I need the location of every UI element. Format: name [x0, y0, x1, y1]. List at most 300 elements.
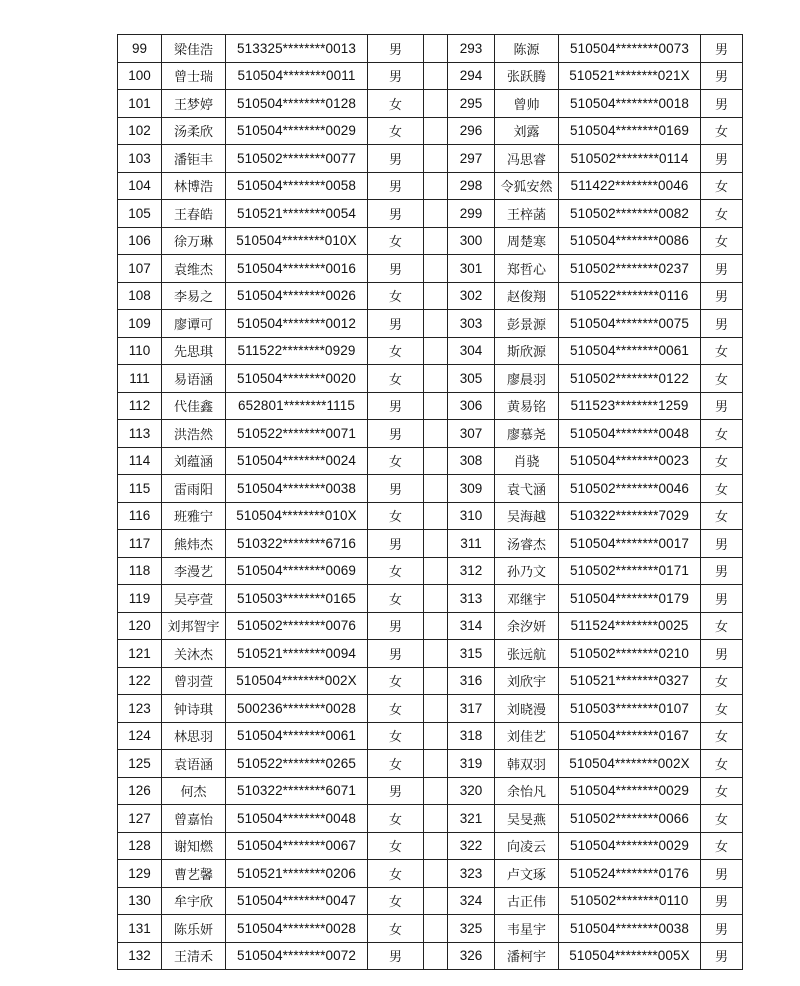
student-gender: 男 — [701, 530, 743, 558]
id-number: 510503********0107 — [559, 695, 701, 723]
id-number: 510504********0061 — [559, 337, 701, 365]
student-name: 洪浩然 — [162, 420, 226, 448]
id-number: 510502********0110 — [559, 887, 701, 915]
id-number: 511422********0046 — [559, 172, 701, 200]
student-name: 钟诗琪 — [162, 695, 226, 723]
student-number: 304 — [448, 337, 495, 365]
student-name: 曾帅 — [495, 90, 559, 118]
id-number: 510521********0327 — [559, 667, 701, 695]
table-row — [118, 530, 743, 558]
id-number: 510504********0016 — [226, 255, 368, 283]
student-number: 303 — [448, 310, 495, 338]
table-row — [118, 282, 743, 310]
student-gender: 男 — [368, 640, 424, 668]
student-name: 刘欣宇 — [495, 667, 559, 695]
student-name: 班雅宁 — [162, 502, 226, 530]
student-gender: 男 — [701, 915, 743, 943]
student-name: 林博浩 — [162, 172, 226, 200]
student-gender: 男 — [368, 310, 424, 338]
student-gender: 女 — [701, 777, 743, 805]
column-gap — [424, 447, 448, 475]
student-number: 296 — [448, 117, 495, 145]
student-number: 308 — [448, 447, 495, 475]
id-number: 510524********0176 — [559, 860, 701, 888]
column-gap — [424, 502, 448, 530]
id-number: 511522********0929 — [226, 337, 368, 365]
student-gender: 女 — [701, 612, 743, 640]
column-gap — [424, 35, 448, 63]
student-name: 王清禾 — [162, 942, 226, 970]
id-number: 510504********0075 — [559, 310, 701, 338]
student-name: 曹艺馨 — [162, 860, 226, 888]
student-number: 323 — [448, 860, 495, 888]
student-gender: 女 — [368, 887, 424, 915]
student-gender: 女 — [701, 365, 743, 393]
student-number: 305 — [448, 365, 495, 393]
student-number: 130 — [118, 887, 162, 915]
student-gender: 女 — [701, 502, 743, 530]
roster-body — [118, 35, 743, 970]
student-gender: 女 — [701, 805, 743, 833]
column-gap — [424, 640, 448, 668]
student-name: 何杰 — [162, 777, 226, 805]
student-number: 322 — [448, 832, 495, 860]
student-number: 109 — [118, 310, 162, 338]
column-gap — [424, 805, 448, 833]
student-name: 王春皓 — [162, 200, 226, 228]
student-number: 297 — [448, 145, 495, 173]
table-row — [118, 915, 743, 943]
student-gender: 男 — [701, 942, 743, 970]
student-gender: 男 — [368, 777, 424, 805]
student-gender: 女 — [368, 695, 424, 723]
student-gender: 女 — [368, 282, 424, 310]
id-number: 500236********0028 — [226, 695, 368, 723]
student-name: 郑哲心 — [495, 255, 559, 283]
student-number: 316 — [448, 667, 495, 695]
id-number: 510504********005X — [559, 942, 701, 970]
id-number: 510522********0265 — [226, 750, 368, 778]
student-name: 吴亭萱 — [162, 585, 226, 613]
student-number: 313 — [448, 585, 495, 613]
student-gender: 男 — [368, 530, 424, 558]
id-number: 510504********0029 — [226, 117, 368, 145]
id-number: 510504********0061 — [226, 722, 368, 750]
student-number: 111 — [118, 365, 162, 393]
id-number: 510504********0020 — [226, 365, 368, 393]
student-gender: 男 — [368, 612, 424, 640]
table-row — [118, 832, 743, 860]
student-gender: 女 — [368, 337, 424, 365]
student-gender: 女 — [701, 722, 743, 750]
student-number: 312 — [448, 557, 495, 585]
id-number: 510502********0122 — [559, 365, 701, 393]
student-gender: 女 — [368, 722, 424, 750]
student-name: 斯欣源 — [495, 337, 559, 365]
id-number: 510504********002X — [226, 667, 368, 695]
roster-table — [117, 34, 743, 970]
table-row — [118, 337, 743, 365]
student-number: 99 — [118, 35, 162, 63]
student-number: 300 — [448, 227, 495, 255]
student-gender: 女 — [701, 227, 743, 255]
student-name: 周楚寒 — [495, 227, 559, 255]
student-number: 124 — [118, 722, 162, 750]
id-number: 513325********0013 — [226, 35, 368, 63]
table-row — [118, 887, 743, 915]
student-number: 113 — [118, 420, 162, 448]
column-gap — [424, 420, 448, 448]
table-row — [118, 90, 743, 118]
student-name: 赵俊翔 — [495, 282, 559, 310]
student-name: 雷雨阳 — [162, 475, 226, 503]
student-gender: 女 — [368, 915, 424, 943]
student-gender: 男 — [701, 35, 743, 63]
student-number: 122 — [118, 667, 162, 695]
student-gender: 女 — [368, 832, 424, 860]
student-number: 126 — [118, 777, 162, 805]
student-gender: 男 — [701, 557, 743, 585]
student-number: 117 — [118, 530, 162, 558]
student-name: 林思羽 — [162, 722, 226, 750]
student-gender: 女 — [701, 667, 743, 695]
id-number: 510503********0165 — [226, 585, 368, 613]
id-number: 652801********1115 — [226, 392, 368, 420]
student-name: 肖骁 — [495, 447, 559, 475]
student-number: 120 — [118, 612, 162, 640]
student-name: 廖谭可 — [162, 310, 226, 338]
student-name: 吴海越 — [495, 502, 559, 530]
student-name: 陈源 — [495, 35, 559, 63]
id-number: 510502********0171 — [559, 557, 701, 585]
id-number: 510521********0206 — [226, 860, 368, 888]
table-row — [118, 640, 743, 668]
student-name: 潘钜丰 — [162, 145, 226, 173]
student-number: 123 — [118, 695, 162, 723]
student-gender: 女 — [368, 557, 424, 585]
student-gender: 女 — [701, 832, 743, 860]
column-gap — [424, 392, 448, 420]
id-number: 510504********0048 — [226, 805, 368, 833]
column-gap — [424, 62, 448, 90]
id-number: 510504********0038 — [559, 915, 701, 943]
id-number: 510504********0128 — [226, 90, 368, 118]
table-row — [118, 145, 743, 173]
student-name: 徐万琳 — [162, 227, 226, 255]
table-row — [118, 392, 743, 420]
id-number: 510504********0012 — [226, 310, 368, 338]
table-row — [118, 172, 743, 200]
student-gender: 女 — [701, 117, 743, 145]
student-number: 103 — [118, 145, 162, 173]
column-gap — [424, 585, 448, 613]
student-number: 317 — [448, 695, 495, 723]
id-number: 511524********0025 — [559, 612, 701, 640]
id-number: 510504********0179 — [559, 585, 701, 613]
id-number: 510504********0028 — [226, 915, 368, 943]
table-row — [118, 557, 743, 585]
student-name: 令狐安然 — [495, 172, 559, 200]
id-number: 510504********0167 — [559, 722, 701, 750]
student-gender: 男 — [701, 640, 743, 668]
student-number: 121 — [118, 640, 162, 668]
student-number: 295 — [448, 90, 495, 118]
student-name: 牟宇欣 — [162, 887, 226, 915]
student-gender: 男 — [701, 62, 743, 90]
student-number: 307 — [448, 420, 495, 448]
id-number: 510322********7029 — [559, 502, 701, 530]
student-number: 314 — [448, 612, 495, 640]
student-number: 298 — [448, 172, 495, 200]
student-gender: 女 — [368, 502, 424, 530]
student-number: 118 — [118, 557, 162, 585]
student-number: 309 — [448, 475, 495, 503]
student-number: 110 — [118, 337, 162, 365]
student-number: 108 — [118, 282, 162, 310]
student-number: 129 — [118, 860, 162, 888]
id-number: 510502********0076 — [226, 612, 368, 640]
id-number: 510504********0038 — [226, 475, 368, 503]
student-name: 刘佳艺 — [495, 722, 559, 750]
id-number: 510322********6716 — [226, 530, 368, 558]
id-number: 511523********1259 — [559, 392, 701, 420]
student-number: 101 — [118, 90, 162, 118]
student-number: 125 — [118, 750, 162, 778]
column-gap — [424, 227, 448, 255]
id-number: 510504********0023 — [559, 447, 701, 475]
table-row — [118, 585, 743, 613]
student-name: 陈乐妍 — [162, 915, 226, 943]
table-row — [118, 35, 743, 63]
student-name: 曾羽萱 — [162, 667, 226, 695]
student-name: 邓继宇 — [495, 585, 559, 613]
id-number: 510521********0054 — [226, 200, 368, 228]
student-name: 向凌云 — [495, 832, 559, 860]
table-row — [118, 942, 743, 970]
student-gender: 男 — [368, 62, 424, 90]
column-gap — [424, 117, 448, 145]
student-gender: 男 — [368, 475, 424, 503]
table-row — [118, 475, 743, 503]
student-number: 116 — [118, 502, 162, 530]
id-number: 510504********0047 — [226, 887, 368, 915]
student-gender: 男 — [701, 585, 743, 613]
id-number: 510521********021X — [559, 62, 701, 90]
student-gender: 男 — [701, 310, 743, 338]
column-gap — [424, 942, 448, 970]
student-gender: 男 — [368, 392, 424, 420]
id-number: 510502********0237 — [559, 255, 701, 283]
student-number: 107 — [118, 255, 162, 283]
column-gap — [424, 255, 448, 283]
id-number: 510522********0071 — [226, 420, 368, 448]
id-number: 510504********0017 — [559, 530, 701, 558]
table-row — [118, 777, 743, 805]
column-gap — [424, 612, 448, 640]
student-number: 293 — [448, 35, 495, 63]
id-number: 510504********0072 — [226, 942, 368, 970]
student-gender: 女 — [368, 667, 424, 695]
student-gender: 女 — [701, 447, 743, 475]
id-number: 510504********0086 — [559, 227, 701, 255]
column-gap — [424, 475, 448, 503]
student-number: 104 — [118, 172, 162, 200]
student-name: 吴旻燕 — [495, 805, 559, 833]
id-number: 510504********0018 — [559, 90, 701, 118]
id-number: 510502********0046 — [559, 475, 701, 503]
student-name: 曾士瑞 — [162, 62, 226, 90]
student-name: 关沐杰 — [162, 640, 226, 668]
id-number: 510502********0077 — [226, 145, 368, 173]
student-name: 孙乃文 — [495, 557, 559, 585]
student-gender: 女 — [701, 172, 743, 200]
student-gender: 男 — [701, 860, 743, 888]
student-name: 余怡凡 — [495, 777, 559, 805]
student-number: 106 — [118, 227, 162, 255]
student-number: 128 — [118, 832, 162, 860]
column-gap — [424, 557, 448, 585]
student-name: 王梓菡 — [495, 200, 559, 228]
student-name: 余汐妍 — [495, 612, 559, 640]
column-gap — [424, 860, 448, 888]
student-gender: 女 — [368, 860, 424, 888]
table-row — [118, 227, 743, 255]
student-gender: 女 — [368, 447, 424, 475]
student-name: 王梦婷 — [162, 90, 226, 118]
student-gender: 男 — [701, 90, 743, 118]
student-name: 袁维杰 — [162, 255, 226, 283]
student-gender: 女 — [368, 90, 424, 118]
student-name: 易语涵 — [162, 365, 226, 393]
student-gender: 女 — [701, 695, 743, 723]
column-gap — [424, 365, 448, 393]
id-number: 510504********0024 — [226, 447, 368, 475]
table-row — [118, 117, 743, 145]
student-gender: 男 — [701, 145, 743, 173]
student-gender: 男 — [701, 392, 743, 420]
student-gender: 男 — [701, 887, 743, 915]
student-gender: 男 — [368, 942, 424, 970]
student-gender: 女 — [701, 337, 743, 365]
id-number: 510502********0210 — [559, 640, 701, 668]
student-gender: 男 — [368, 172, 424, 200]
student-gender: 女 — [701, 475, 743, 503]
student-number: 311 — [448, 530, 495, 558]
column-gap — [424, 777, 448, 805]
student-number: 119 — [118, 585, 162, 613]
id-number: 510521********0094 — [226, 640, 368, 668]
student-name: 刘蕴涵 — [162, 447, 226, 475]
student-number: 310 — [448, 502, 495, 530]
student-gender: 男 — [368, 420, 424, 448]
id-number: 510504********0048 — [559, 420, 701, 448]
student-number: 315 — [448, 640, 495, 668]
student-gender: 女 — [368, 365, 424, 393]
table-row — [118, 447, 743, 475]
table-row — [118, 695, 743, 723]
student-gender: 男 — [368, 35, 424, 63]
column-gap — [424, 282, 448, 310]
student-name: 李易之 — [162, 282, 226, 310]
student-gender: 男 — [701, 255, 743, 283]
student-name: 刘邦智宇 — [162, 612, 226, 640]
student-gender: 女 — [368, 750, 424, 778]
student-name: 卢文琢 — [495, 860, 559, 888]
student-number: 326 — [448, 942, 495, 970]
table-row — [118, 310, 743, 338]
student-gender: 男 — [368, 145, 424, 173]
student-gender: 女 — [368, 585, 424, 613]
column-gap — [424, 667, 448, 695]
table-row — [118, 667, 743, 695]
student-number: 325 — [448, 915, 495, 943]
id-number: 510502********0082 — [559, 200, 701, 228]
student-number: 115 — [118, 475, 162, 503]
student-name: 张跃腾 — [495, 62, 559, 90]
student-gender: 女 — [368, 227, 424, 255]
student-name: 汤柔欣 — [162, 117, 226, 145]
table-row — [118, 62, 743, 90]
column-gap — [424, 530, 448, 558]
student-number: 294 — [448, 62, 495, 90]
student-name: 汤睿杰 — [495, 530, 559, 558]
student-number: 302 — [448, 282, 495, 310]
table-row — [118, 255, 743, 283]
student-gender: 女 — [701, 200, 743, 228]
student-name: 潘柯宇 — [495, 942, 559, 970]
column-gap — [424, 750, 448, 778]
student-number: 320 — [448, 777, 495, 805]
id-number: 510504********0058 — [226, 172, 368, 200]
student-name: 梁佳浩 — [162, 35, 226, 63]
id-number: 510504********0069 — [226, 557, 368, 585]
student-number: 321 — [448, 805, 495, 833]
student-number: 112 — [118, 392, 162, 420]
student-number: 324 — [448, 887, 495, 915]
student-number: 132 — [118, 942, 162, 970]
student-name: 冯思睿 — [495, 145, 559, 173]
id-number: 510504********0026 — [226, 282, 368, 310]
student-name: 李漫艺 — [162, 557, 226, 585]
table-row — [118, 502, 743, 530]
id-number: 510504********0029 — [559, 832, 701, 860]
id-number: 510502********0066 — [559, 805, 701, 833]
student-gender: 男 — [368, 200, 424, 228]
id-number: 510502********0114 — [559, 145, 701, 173]
column-gap — [424, 337, 448, 365]
student-name: 代佳鑫 — [162, 392, 226, 420]
table-row — [118, 750, 743, 778]
id-number: 510504********0067 — [226, 832, 368, 860]
student-name: 廖慕尧 — [495, 420, 559, 448]
student-number: 319 — [448, 750, 495, 778]
student-gender: 女 — [701, 420, 743, 448]
table-row — [118, 420, 743, 448]
id-number: 510504********002X — [559, 750, 701, 778]
id-number: 510504********0073 — [559, 35, 701, 63]
column-gap — [424, 310, 448, 338]
student-gender: 女 — [368, 805, 424, 833]
student-name: 袁弋涵 — [495, 475, 559, 503]
student-number: 299 — [448, 200, 495, 228]
column-gap — [424, 722, 448, 750]
table-row — [118, 200, 743, 228]
table-row — [118, 860, 743, 888]
student-name: 古正伟 — [495, 887, 559, 915]
student-name: 刘晓漫 — [495, 695, 559, 723]
student-number: 100 — [118, 62, 162, 90]
student-gender: 女 — [368, 117, 424, 145]
